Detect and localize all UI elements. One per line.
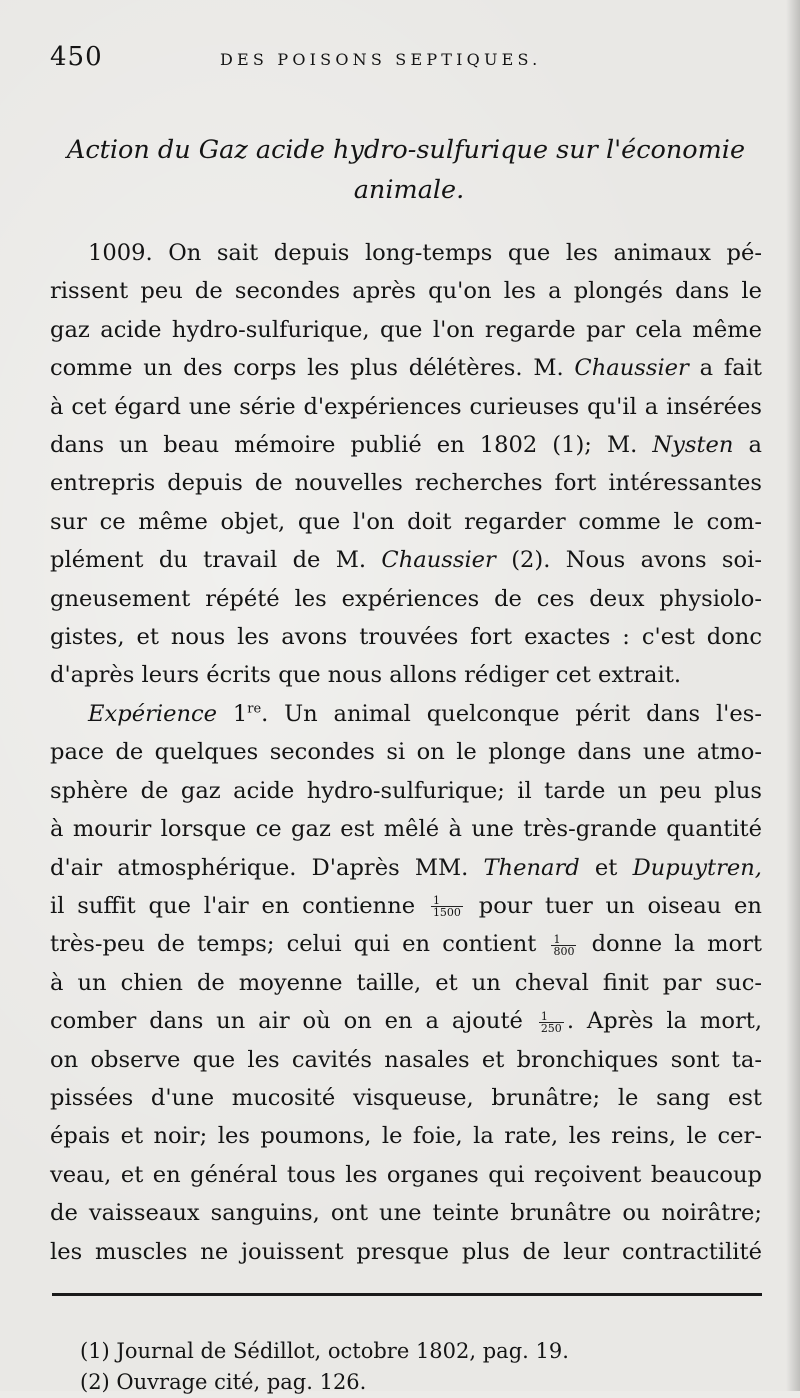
section-title-line-1: Action du Gaz acide hydro-sulfurique sur l'économie bbox=[66, 135, 746, 165]
text-line: de vaisseaux sanguins, ont une teinte brunâtre ou noirâtre; bbox=[50, 1200, 762, 1227]
text-line bbox=[50, 925, 762, 963]
text-fragment: il suffit que l'air en contienne bbox=[50, 892, 428, 919]
body-text bbox=[50, 234, 762, 1271]
text-line bbox=[50, 887, 762, 925]
author-name-thenard: Thenard bbox=[483, 854, 580, 881]
text-fragment: dans un beau mémoire publié en 1802 (1); M. bbox=[50, 432, 653, 459]
text-fragment: pour tuer un oiseau en bbox=[465, 892, 762, 919]
fraction-1-800 bbox=[551, 934, 576, 957]
footnote-2: (2) Ouvrage cité, pag. 126. bbox=[80, 1369, 367, 1394]
text-line: pissées d'une mucosité visqueuse, brunâtre; le sang est bbox=[50, 1084, 762, 1111]
footnote-1: (1) Journal de Sédillot, octobre 1802, pag. 19. bbox=[80, 1338, 569, 1363]
text-line bbox=[50, 849, 762, 887]
text-line bbox=[50, 695, 762, 733]
running-head: DES POISONS SEPTIQUES. bbox=[220, 50, 542, 69]
text-line: d'après leurs écrits que nous allons rédiger cet extrait. bbox=[50, 662, 682, 689]
text-fragment: . Un animal quelconque périt dans l'es- bbox=[261, 700, 762, 727]
text-line bbox=[50, 541, 762, 579]
text-line: gaz acide hydro-sulfurique, que l'on regarde par cela même bbox=[50, 316, 762, 343]
text-fragment: comme un des corps les plus délétères. M. bbox=[50, 355, 575, 382]
text-line: rissent peu de secondes après qu'on les a plongés dans le bbox=[50, 278, 762, 305]
text-line: à cet égard une série d'expériences curieuses qu'il a insérées bbox=[50, 393, 762, 420]
author-name-dupuytren: Dupuytren, bbox=[632, 854, 762, 881]
text-fragment: comber dans un air où on en a ajouté bbox=[50, 1008, 536, 1035]
text-line bbox=[50, 349, 762, 387]
section-title bbox=[50, 130, 762, 210]
text-fragment: . Après la mort, bbox=[566, 1008, 762, 1035]
text-line: veau, et en général tous les organes qui reçoivent beaucoup bbox=[50, 1161, 762, 1188]
page-number: 450 bbox=[50, 42, 103, 72]
fraction-denominator: 1500 bbox=[432, 906, 461, 920]
text-line: on observe que les cavités nasales et bronchiques sont ta- bbox=[50, 1046, 762, 1073]
fraction-denominator: 800 bbox=[553, 944, 575, 958]
experience-number: 1 bbox=[217, 700, 248, 727]
text-line: gistes, et nous les avons trouvées fort exactes : c'est donc bbox=[50, 624, 762, 651]
fraction-1-250 bbox=[539, 1011, 564, 1034]
fraction-numerator: 1 bbox=[431, 895, 463, 907]
text-line: à mourir lorsque ce gaz est mêlé à une très-grande quantité bbox=[50, 816, 762, 843]
text-line: sur ce même objet, que l'on doit regarder comme le com- bbox=[50, 508, 762, 535]
section-title-line-2: animale. bbox=[353, 175, 465, 205]
text-fragment: très-peu de temps; celui qui en contient bbox=[50, 931, 549, 958]
text-fragment: plément du travail de M. bbox=[50, 547, 382, 574]
text-fragment: donne la mort bbox=[579, 931, 762, 958]
text-line bbox=[50, 426, 762, 464]
text-line bbox=[50, 1002, 762, 1040]
footnotes bbox=[50, 1336, 762, 1398]
text-line: sphère de gaz acide hydro-sulfurique; il tarde un peu plus bbox=[50, 777, 762, 804]
text-line: les muscles ne jouissent presque plus de leur contractilité bbox=[50, 1238, 762, 1265]
text-fragment: a fait bbox=[688, 355, 762, 382]
experience-label: Expérience bbox=[88, 700, 218, 727]
text-line: à un chien de moyenne taille, et un cheval finit par suc- bbox=[50, 969, 762, 996]
text-line: gneusement répété les expériences de ces deux physiolo- bbox=[50, 585, 762, 612]
text-fragment: et bbox=[579, 854, 633, 881]
page-header bbox=[50, 0, 762, 78]
fraction-denominator: 250 bbox=[540, 1021, 562, 1035]
fraction-numerator: 1 bbox=[551, 934, 576, 946]
text-fragment: a bbox=[733, 432, 762, 459]
text-fragment: d'air atmosphérique. D'après MM. bbox=[50, 854, 484, 881]
text-line: 1009. On sait depuis long-temps que les animaux pé- bbox=[88, 240, 762, 266]
fraction-1-1500 bbox=[431, 895, 463, 918]
footnote-rule bbox=[52, 1293, 762, 1296]
text-line: pace de quelques secondes si on le plonge dans une atmo- bbox=[50, 739, 762, 766]
text-fragment: (2). Nous avons soi- bbox=[495, 547, 762, 574]
paragraph-2 bbox=[50, 695, 762, 1271]
author-name-chaussier: Chaussier bbox=[574, 355, 689, 382]
author-name-chaussier: Chaussier bbox=[381, 547, 496, 574]
ordinal-superscript: re bbox=[247, 701, 262, 717]
paragraph-1 bbox=[50, 234, 762, 695]
text-line: entrepris depuis de nouvelles recherches fort intéressantes bbox=[50, 470, 762, 497]
text-line: épais et noir; les poumons, le foie, la rate, les reins, le cer- bbox=[50, 1123, 762, 1150]
fraction-numerator: 1 bbox=[539, 1011, 564, 1023]
author-name-nysten: Nysten bbox=[652, 432, 734, 459]
